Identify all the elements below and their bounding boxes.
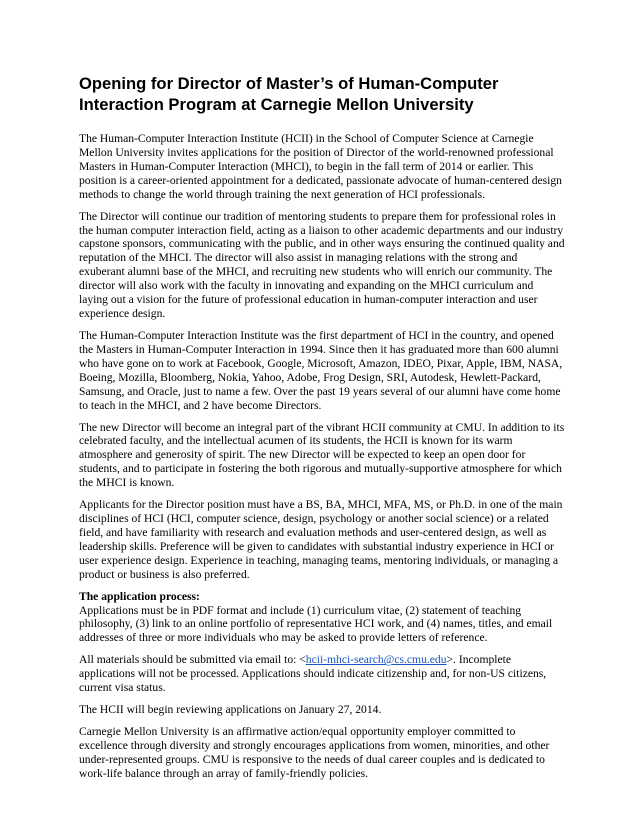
submission-paragraph bbox=[79, 653, 565, 695]
document-title: Opening for Director of Master’s of Human-Computer Interaction Program at Carnegie Mellon University bbox=[79, 74, 499, 114]
paragraph-requirements: Applicants for the Director position must have a BS, BA, MHCI, MFA, MS, or Ph.D. in one of the main disciplines of HCI (HCI, computer science, design, psychology or another social science) or a related field, and have familiarity with research and evaluation methods and user-centered design, as well as leadership skills. Preference will be given to candidates with substantial industry experience in HCI or user experience design. Experience in teaching, managing teams, mentoring individuals, or managing a product or business is also preferred. bbox=[79, 498, 563, 581]
paragraph-community: The new Director will become an integral part of the vibrant HCII community at CMU. In addition to its celebrated faculty, and the intellectual acumen of its students, the HCII is known for its warm atmosphere and generosity of spirit. The new Director will be expected to keep an open door for students, and to participate in fostering the both rigorous and mutually-supportive atmosphere for which the MHCI is known. bbox=[79, 420, 565, 490]
paragraph-director-role: The Director will continue our tradition of mentoring students to prepare them for professional roles in the human computer interaction field, acting as a liaison to other academic departments and our industry capstone sponsors, communicating with the public, and in other ways ensuring the continued quality and reputation of the MHCI. The director will also assist in managing relations with the strong and exuberant alumni base of the MHCI, and recruiting new students who will enrich our community. The director will also work with the faculty in innovating and expanding on the MHCI curriculum and laying out a vision for the future of professional education in human-computer interaction and user experience design. bbox=[79, 209, 565, 320]
application-process-text: Applications must be in PDF format and include (1) curriculum vitae, (2) statement of teaching philosophy, (3) link to an online portfolio of representative HCI work, and (4) names, titles, and email addresses of three or more individuals who may be asked to provide letters of reference. bbox=[79, 603, 553, 645]
paragraph-intro: The Human-Computer Interaction Institute (HCII) in the School of Computer Science at Carnegie Mellon University invites applications for the position of Director of the world-renowned professional Masters in Human-Computer Interaction (MHCI), to begin in the fall term of 2014 or earlier. This position is a career-oriented appointment for a dedicated, passionate advocate of human-centered design methods to change the world through training the next generation of HCI professionals. bbox=[79, 132, 562, 201]
review-date-paragraph: The HCII will begin reviewing applications on January 27, 2014. bbox=[79, 703, 382, 717]
paragraph-history: The Human-Computer Interaction Institute was the first department of HCI in the country, and opened the Masters in Human-Computer Interaction in 1994. Since then it has graduated more than 600 alumni who have gone on to work at Facebook, Google, Microsoft, Amazon, IDEO, Pixar, Apple, IBM, NASA, Boeing, Mozilla, Bloomberg, Nokia, Yahoo, Adobe, Frog Design, SRI, Autodesk, Hewlett-Packard, Samsung, and Oracle, just to name a few. Over the past 19 years several of our alumni have come home to teach in the MHCI, and 2 have become Directors. bbox=[79, 328, 563, 412]
application-process-heading: The application process: bbox=[79, 589, 200, 603]
submission-prefix: All materials should be submitted via email to: < bbox=[79, 653, 306, 667]
eeo-statement-paragraph: Carnegie Mellon University is an affirmative action/equal opportunity employer committed to excellence through diversity and strongly encourages applications from women, minorities, and other under-represented groups. CMU is responsive to the needs of dual career couples and is dedicated to work-life balance through an array of family-friendly policies. bbox=[79, 725, 550, 780]
submission-email-link[interactable]: hcii-mhci-search@cs.cmu.edu bbox=[305, 653, 447, 667]
submission-suffix: >. Incomplete applications will not be processed. Applications should indicate citizenship and, for non-US citizens, current visa status. bbox=[79, 653, 547, 695]
document-page bbox=[79, 74, 565, 789]
